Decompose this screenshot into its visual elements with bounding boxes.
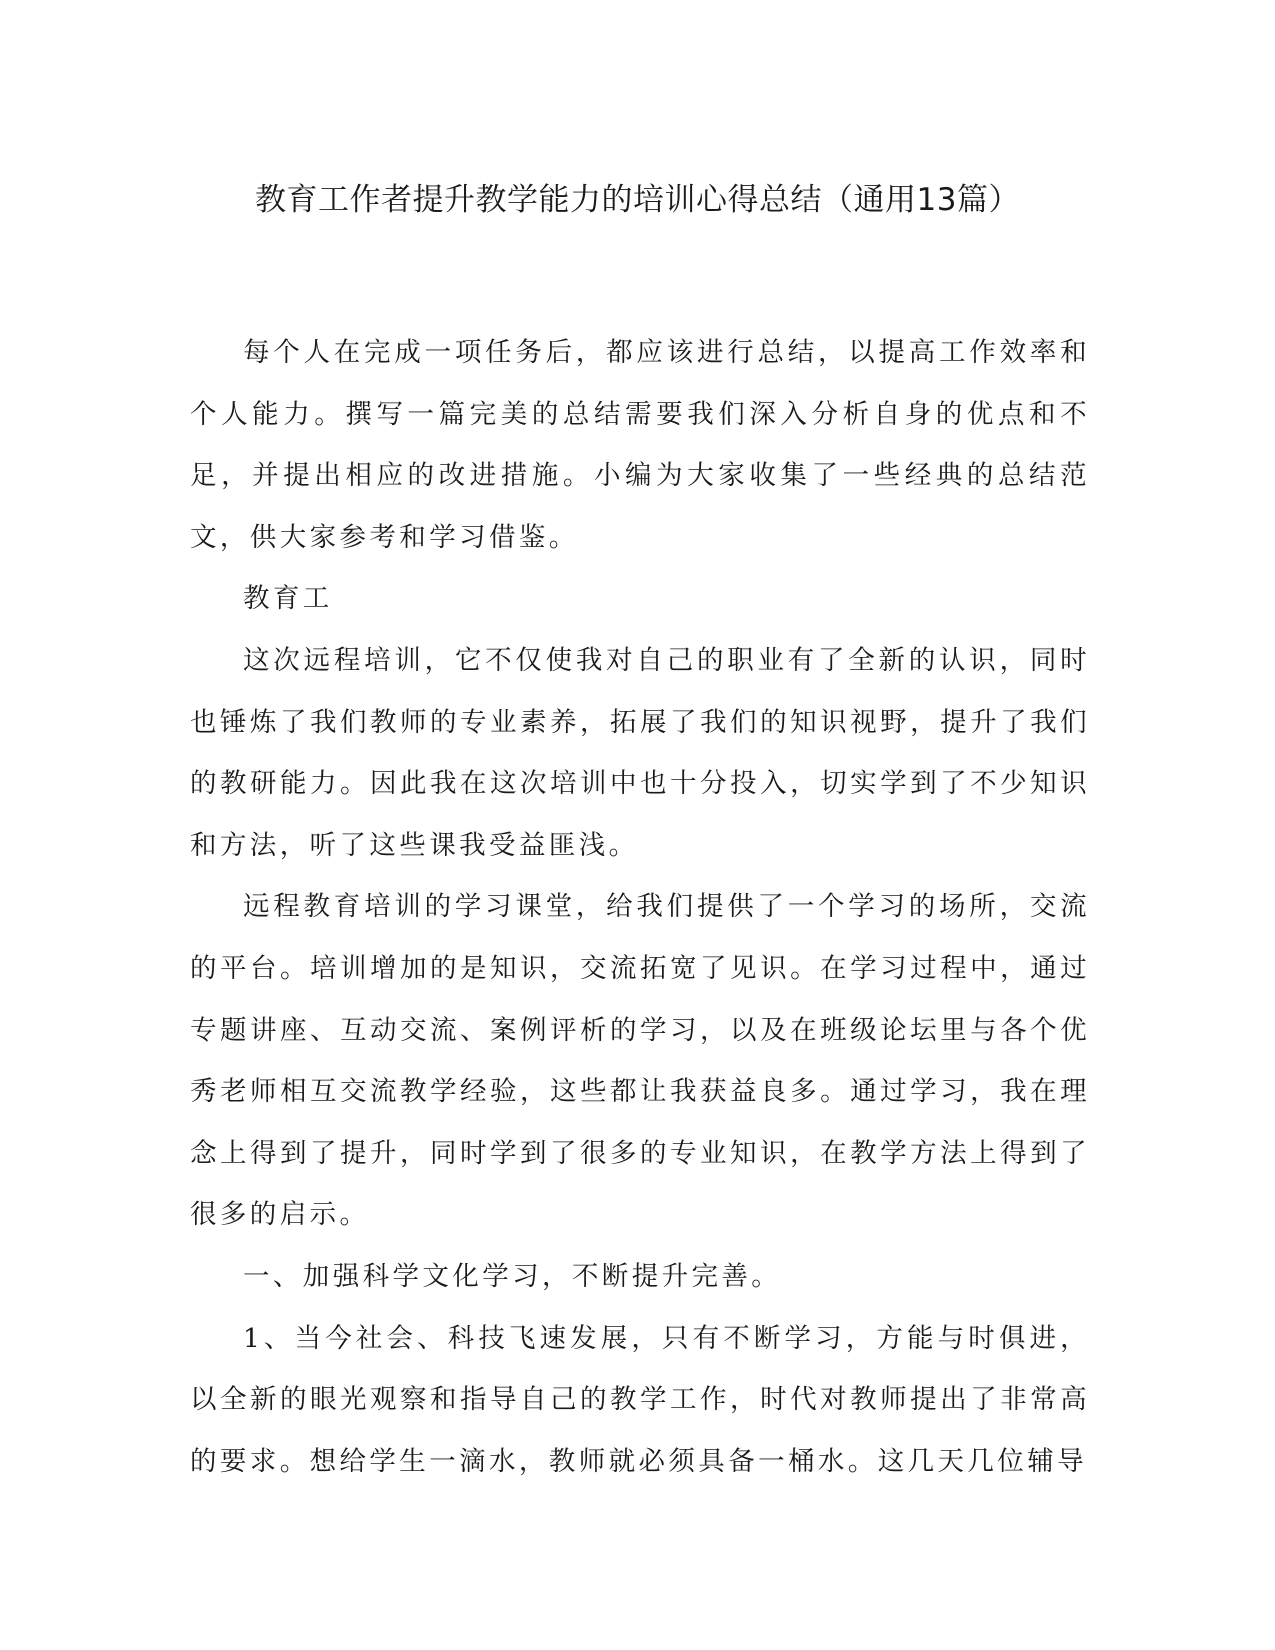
paragraph-section-label: 教育工 <box>243 583 333 615</box>
paragraph-heading-one: 一、加强科学文化学习，不断提升完善。 <box>243 1260 782 1292</box>
document-body <box>190 322 1090 1492</box>
paragraph-intro: 每个人在完成一项任务后，都应该进行总结，以提高工作效率和个人能力。撰写一篇完美的总结需要我们深入分析自身的优点和不足，并提出相应的改进措施。小编为大家收集了一些经典的总结范文，供大家参考和学习借鉴。 <box>190 337 1090 553</box>
paragraph-point-one: 1、当今社会、科技飞速发展，只有不断学习，方能与时俱进，以全新的眼光观察和指导自己的教学工作，时代对教师提出了非常高的要求。想给学生一滴水，教师就必须具备一桶水。这几天几位辅导 <box>190 1322 1090 1477</box>
paragraph-learning-classroom: 远程教育培训的学习课堂，给我们提供了一个学习的场所，交流的平台。培训增加的是知识，交流拓宽了见识。在学习过程中，通过专题讲座、互动交流、案例评析的学习，以及在班级论坛里与各个优秀老师相互交流教学经验，这些都让我获益良多。通过学习，我在理念上得到了提升，同时学到了很多的专业知识，在教学方法上得到了很多的启示。 <box>190 891 1090 1231</box>
paragraph-remote-training: 这次远程培训，它不仅使我对自己的职业有了全新的认识，同时也锤炼了我们教师的专业素养，拓展了我们的知识视野，提升了我们的教研能力。因此我在这次培训中也十分投入，切实学到了不少知识和方法，听了这些课我受益匪浅。 <box>190 644 1090 861</box>
document-title: 教育工作者提升教学能力的培训心得总结（通用13篇） <box>255 182 1020 218</box>
